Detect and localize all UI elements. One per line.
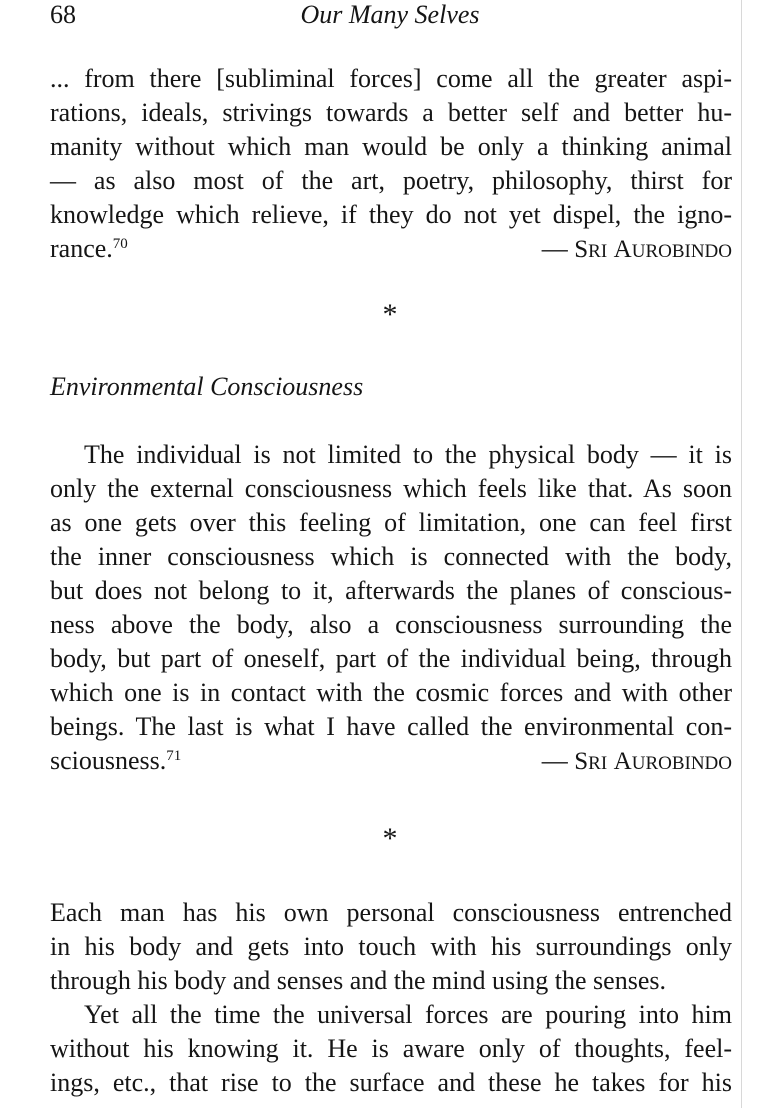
footnote-marker-71: 71: [166, 748, 182, 764]
attribution-aurobindo-initial: A: [613, 748, 632, 775]
quote1-last-line: [50, 232, 128, 266]
section-separator: *: [382, 822, 398, 855]
attribution-sri-rest: RI: [588, 241, 608, 262]
passage-line: Yet all the time the universal forces are pouring into him: [84, 1000, 732, 1029]
quote1-line: knowledge which relieve, if they do not yet dispel, the igno-: [50, 200, 732, 229]
attribution-aurobindo-initial: A: [613, 236, 632, 263]
quote1-last-row: [50, 232, 732, 266]
quote1-line: manity without which man would be only a thinking animal: [50, 132, 732, 161]
attribution-aurobindo-rest: UROBINDO: [631, 753, 732, 774]
page-edge-shadow: [741, 0, 742, 1108]
passage-line: through his body and senses and the mind using the senses.: [50, 966, 666, 995]
paragraph-line: beings. The last is what I have called the environmental con-: [50, 712, 732, 741]
passage-block: [50, 896, 732, 1100]
attribution-aurobindo-rest: UROBINDO: [631, 241, 732, 262]
passage-line: Each man has his own personal consciousness entrenched: [50, 898, 732, 927]
passage-line: in his body and gets into touch with his surroundings only: [50, 932, 732, 961]
paragraph-line: body, but part of oneself, part of the individual being, through: [50, 644, 732, 673]
attribution-sri-initial: S: [574, 748, 589, 775]
running-title: Our Many Selves: [300, 0, 480, 29]
section-paragraph: [50, 438, 732, 778]
quote1-line: — as also most of the art, poetry, philosophy, thirst for: [50, 166, 732, 195]
quote1-line: rations, ideals, strivings towards a better self and better hu-: [50, 98, 732, 127]
section-last-row: [50, 744, 732, 778]
section-last-text: sciousness.: [50, 746, 167, 775]
page-number: 68: [50, 0, 76, 29]
attribution-dash: —: [541, 234, 568, 263]
quote1-line: ... from there [subliminal forces] come all the greater aspi-: [50, 64, 732, 93]
paragraph-line: The individual is not limited to the physical body — it is: [84, 440, 732, 469]
section-separator: *: [382, 298, 398, 331]
attribution-sri-rest: RI: [588, 753, 608, 774]
section-attribution: [542, 744, 732, 781]
section-last-line: [50, 744, 181, 778]
paragraph-line: but does not belong to it, afterwards the planes of conscious-: [50, 576, 732, 605]
section-heading: Environmental Consciousness: [50, 372, 364, 401]
quote1-attribution: [542, 232, 732, 269]
paragraph-line: ness above the body, also a consciousness surrounding the: [50, 610, 732, 639]
paragraph-line: as one gets over this feeling of limitation, one can feel first: [50, 508, 732, 537]
passage-line: without his knowing it. He is aware only of thoughts, feel-: [50, 1034, 732, 1063]
attribution-sri-initial: S: [574, 236, 589, 263]
paragraph-line: only the external consciousness which feels like that. As soon: [50, 474, 732, 503]
attribution-dash: —: [541, 746, 568, 775]
paragraph-line: which one is in contact with the cosmic forces and with other: [50, 678, 732, 707]
footnote-marker-70: 70: [112, 236, 128, 252]
passage-line: ings, etc., that rise to the surface and these he takes for his: [50, 1068, 732, 1097]
paragraph-line: the inner consciousness which is connected with the body,: [50, 542, 732, 571]
quote1-last-text: rance.: [50, 234, 113, 263]
quote-block-1: [50, 62, 732, 266]
